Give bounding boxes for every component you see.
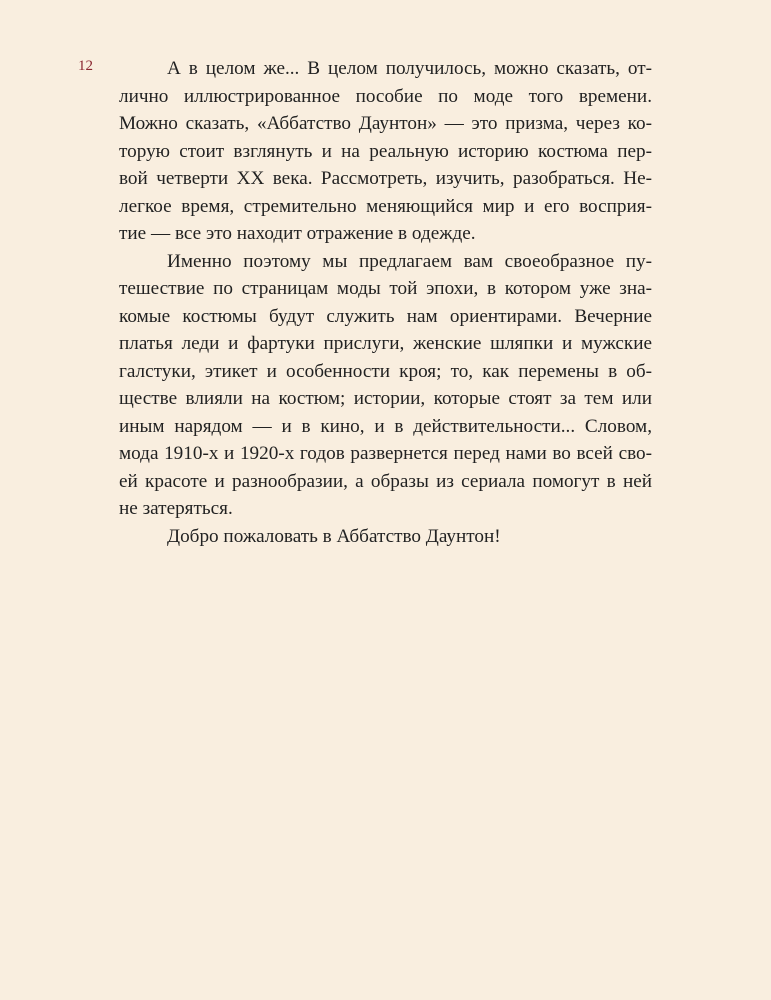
text-line: комые костюмы будут служить нам ориентирами. Вечерние: [119, 305, 652, 327]
text-line: тие — все это находит отражение в одежде.: [119, 223, 476, 244]
text-line: легкое время, стремительно меняющийся мир и его восприя-: [119, 195, 652, 217]
body-text: [119, 55, 652, 550]
text-line: мода 1910-х и 1920-х годов развернется перед нами во всей сво-: [119, 443, 652, 464]
text-line: платья леди и фартуки прислуги, женские шляпки и мужские: [119, 333, 652, 354]
text-line: ществе влияли на костюм; истории, которые стоят за тем или: [119, 388, 652, 409]
text-line: А в целом же... В целом получилось, можно сказать, от-: [167, 58, 652, 79]
text-line: тешествие по страницам моды той эпохи, в котором уже зна-: [119, 278, 652, 299]
text-line: Можно сказать, «Аббатство Даунтон» — это призма, через ко-: [119, 113, 652, 134]
text-line: Именно поэтому мы предлагаем вам своеобразное пу-: [167, 250, 652, 272]
text-line: Добро пожаловать в Аббатство Даунтон!: [167, 525, 501, 547]
page-number: 12: [78, 58, 93, 74]
text-line: не затеряться.: [119, 498, 233, 519]
text-line: лично иллюстрированное пособие по моде того времени.: [119, 85, 652, 107]
text-line: иным нарядом — и в кино, и в действительности... Словом,: [119, 415, 652, 437]
text-line: ей красоте и разнообразии, а образы из сериала помогут в ней: [119, 470, 652, 492]
text-line: торую стоит взглянуть и на реальную историю костюма пер-: [119, 140, 652, 162]
text-line: галстуки, этикет и особенности кроя; то, как перемены в об-: [119, 360, 652, 382]
text-line: вой четверти XX века. Рассмотреть, изучить, разобраться. Не-: [119, 168, 652, 189]
